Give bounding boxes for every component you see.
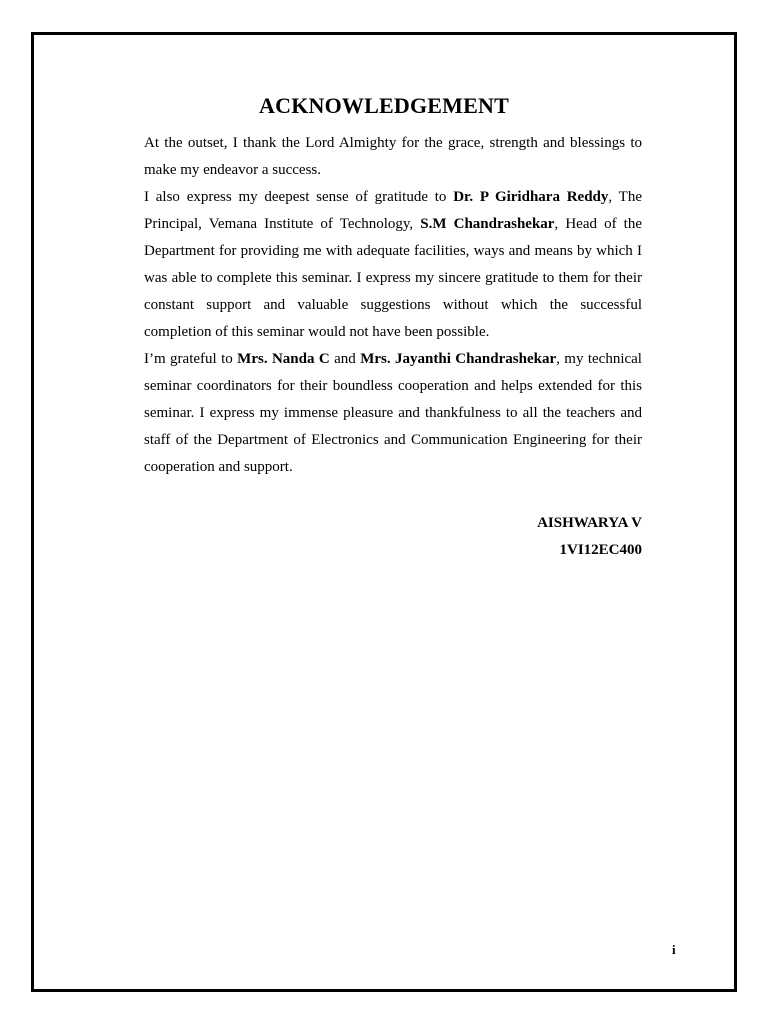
paragraph-2-text-2: , The Principal, Vemana Institute of Technology, [144,189,642,232]
paragraph-1: At the outset, I thank the Lord Almighty for the grace, strength and blessings to make my endeavor a success. [144,135,642,178]
signature-block [537,510,642,564]
paragraph-2 [144,184,642,346]
author-name: AISHWARYA V [537,515,642,531]
paragraph-3-text-1: I’m grateful to [144,351,238,367]
paragraph-3 [144,346,642,481]
coordinator-name-2: Mrs. Jayanthi Chandrashekar [360,351,557,367]
paragraph-3-text-2: and [329,351,361,367]
principal-name: Dr. P Giridhara Reddy [453,189,609,205]
acknowledgement-body [144,130,642,481]
page-title: ACKNOWLEDGEMENT [259,93,509,118]
hod-name: S.M Chandrashekar [420,216,555,232]
page-number: i [672,942,676,957]
coordinator-name-1: Mrs. Nanda C [237,351,330,367]
paragraph-2-text-3: , Head of the Department for providing me with adequate facilities, ways and means by which I was able to complete this seminar. I express my sincere gratitude to them for their constant support and valuable suggestions without which the successful completion of this seminar would not have been possible. [144,216,643,340]
paragraph-2-text-1: I also express my deepest sense of gratitude to [144,189,454,205]
author-usn: 1VI12EC400 [559,542,642,558]
paragraph-3-text-3: , my technical seminar coordinators for their boundless cooperation and helps extended for this seminar. I express my immense pleasure and thankfulness to all the teachers and staff of the Department of Electronics and Communication Engineering for their cooperation and support. [144,351,642,475]
